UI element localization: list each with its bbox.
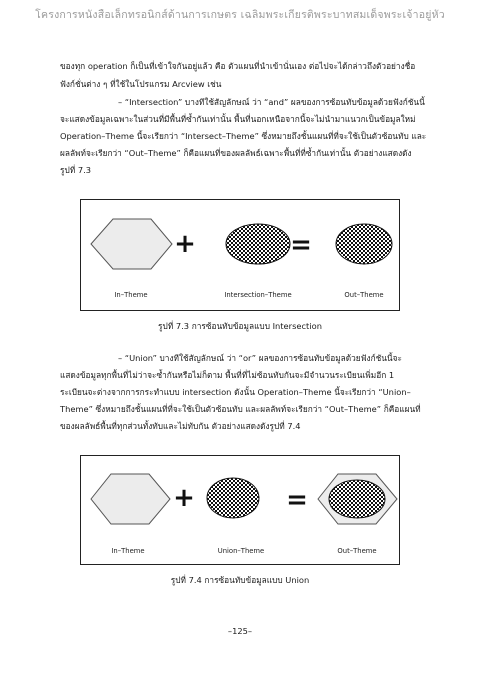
running-header: โครงการหนังสือเล็กทรอนิกส์ด้านการเกษตร เฉลิมพระเกียรติพระบาทสมเด็จพระเจ้าอยู่หัว xyxy=(35,9,445,21)
text-line: ระเบียนจะต่างจากการกระทำแบบ intersection ดังนั้น Operation–Theme นี้จะเรียกว่า “Union– xyxy=(60,387,411,397)
label-union-theme: Union–Theme xyxy=(217,547,265,555)
plus-sign: + xyxy=(174,229,196,259)
in-theme-hexagon xyxy=(91,474,170,524)
text-line: Operation–Theme นี้จะเรียกว่า “Intersect–Theme” ซึ่งหมายถึงชั้นแผนที่ที่จะใช้เป็นตัวซ้อนทับ และ xyxy=(60,131,427,141)
label-out-theme: Out–Theme xyxy=(344,291,384,299)
text-line: – “Intersection” บางทีใช้สัญลักษณ์ ว่า “and” ผลของการซ้อนทับข้อมูลด้วยฟังก์ชันนี้ xyxy=(118,97,425,107)
intersection-theme-ellipse xyxy=(226,224,290,264)
out-theme-ellipse xyxy=(329,480,385,518)
figure-intersection xyxy=(80,199,400,311)
text-line: จะแสดงข้อมูลเฉพาะในส่วนที่มีพื้นที่ซ้ำกันเท่านั้น พื้นที่นอกเหนือจากนี้จะไม่นำมาแนวกเป็นข้อมูลใหม่ xyxy=(60,114,416,124)
text-line: ของทุก operation ก็เป็นที่เข้าใจกันอยู่แล้ว คือ ตัวแผนที่นำเข้านั่นเอง ต่อไปจะได้กล่าวถึงตัวอย่างชื่อ xyxy=(60,61,416,71)
figure-union xyxy=(80,455,400,565)
label-in-theme: In–Theme xyxy=(114,291,148,299)
text-line: ผลลัพท์จะเรียกว่า “Out–Theme” ก็คือแผนที่ของผลลัพธ์เฉพาะพื้นที่ที่ซ้ำกันเท่านั้น ตัวอย่างแสดงดัง xyxy=(60,148,412,158)
text-line: – “Union” บางทีใช้สัญลักษณ์ ว่า “or” ผลของการซ้อนทับข้อมูลด้วยฟังก์ชันนี้จะ xyxy=(118,353,402,363)
union-theme-ellipse xyxy=(207,478,259,518)
figure-caption-7-4: รูปที่ 7.4 การซ้อนทับข้อมูลแบบ Union xyxy=(170,575,310,585)
equals-sign: = xyxy=(290,230,312,260)
figure-caption-7-3: รูปที่ 7.3 การซ้อนทับข้อมูลแบบ Intersection xyxy=(158,321,322,331)
text-line: ของผลลัพธ์พื้นที่ทุกส่วนทั้งทับและไม่ทับกัน ตัวอย่างแสดงดังรูปที่ 7.4 xyxy=(60,421,301,431)
text-line: ฟังก์ชั่นต่าง ๆ ที่ใช้ในโปรแกรม Arcview เช่น xyxy=(60,79,222,89)
text-line: Theme” ซึ่งหมายถึงชั้นแผนที่ที่จะใช้เป็นตัวซ้อนทับ และผลลัพท์จะเรียกว่า “Out–Theme” ก็คือแผนที่ xyxy=(60,404,421,414)
text-line: แสดงข้อมูลทุกพื้นที่ไม่ว่าจะซ้ำกันหรือไม่ก็ตาม พื้นที่ที่ไม่ซ้อนทับกันจะมีจำนวนระเบียนเพิ่มอีก 1 xyxy=(60,370,395,380)
text-line: รูปที่ 7.3 xyxy=(60,165,92,175)
page-number: –125– xyxy=(227,626,253,636)
label-out-theme: Out–Theme xyxy=(337,547,377,555)
plus-sign: + xyxy=(173,483,195,513)
label-intersection-theme: Intersection–Theme xyxy=(224,291,292,299)
label-in-theme: In–Theme xyxy=(111,547,145,555)
out-theme-ellipse xyxy=(336,224,392,264)
in-theme-hexagon xyxy=(91,219,172,269)
equals-sign: = xyxy=(286,485,308,515)
